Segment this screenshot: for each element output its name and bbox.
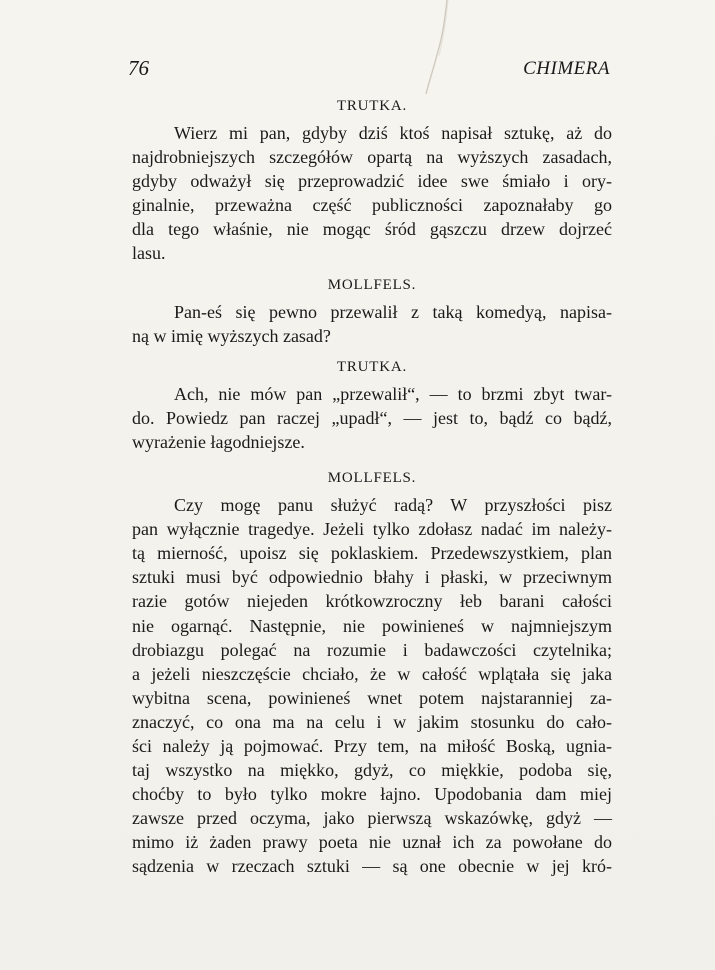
speaker-name: TRUTKA. — [336, 98, 408, 114]
page-header — [128, 56, 610, 84]
speech-paragraph — [132, 121, 612, 266]
text-line: Pan-eś się pewno przewalił z taką komedyą, napisa- — [174, 301, 612, 322]
text-line: mimo iż żaden prawy poeta nie uznał ich za powołane do — [132, 832, 612, 853]
text-line: drobiazgu polegać na rozumie i badawczości czytelnika; — [132, 639, 612, 660]
speaker-name: MOLLFELS. — [327, 276, 417, 293]
speaker-name: MOLLFELS. — [327, 470, 417, 487]
text-line: do. Powiedz pan raczej „upadł“, — jest to, bądź co bądź, — [132, 407, 612, 428]
speech-paragraph — [132, 300, 612, 348]
text-line: a jeżeli nieszczęście chciało, że w całość wplątała się jaka — [132, 663, 612, 684]
running-title: CHIMERA — [523, 58, 610, 79]
page-number: 76 — [128, 56, 149, 80]
text-line: znaczyć, co ona ma na celu i w jakim stosunku do cało- — [132, 711, 612, 732]
text-line: gdyby odważył się przeprowadzić idee swe śmiało i ory- — [132, 171, 612, 192]
speech-paragraph — [132, 382, 612, 454]
text-line: Wierz mi pan, gdyby dziś ktoś napisał sztukę, aż do — [174, 123, 612, 143]
text-line: ną w imię wyższych zasad? — [132, 325, 331, 346]
text-line: sądzenia w rzeczach sztuki — są one obecnie w jej kró- — [132, 856, 612, 877]
text-line: wyrażenie łagodniejsze. — [132, 431, 305, 452]
speaker-name: TRUTKA. — [336, 358, 408, 375]
text-line: choćby to było tylko mokre łajno. Upodobania dam miej — [132, 784, 612, 805]
text-line: Ach, nie mów pan „przewalił“, — to brzmi zbyt twar- — [174, 383, 612, 404]
speech-paragraph — [132, 493, 612, 879]
text-line: ści należy ją pojmować. Przy tem, na miłość Boską, ugnia- — [132, 735, 612, 756]
text-line: tą mierność, upoisz się poklaskiem. Przedewszystkiem, plan — [132, 543, 612, 564]
text-line: dla tego właśnie, nie mogąc śród gąszczu drzew dojrzeć — [132, 219, 612, 240]
text-line: taj wszystko na miękko, gdyż, co miękkie, podoba się, — [132, 760, 612, 781]
page-body — [132, 96, 612, 888]
text-line: lasu. — [132, 243, 166, 264]
text-line: razie gotów niejeden krótkowzroczny łeb barani całości — [132, 591, 612, 612]
text-line: wybitna scena, powinieneś wnet potem najstaranniej za- — [132, 687, 612, 708]
text-line: nie ogarnąć. Następnie, nie powinieneś w najmniejszym — [132, 615, 612, 636]
text-line: sztuki musi być odpowiednio błahy i płaski, w przeciwnym — [132, 567, 612, 588]
text-line: ginalnie, przeważna część publiczności zapoznałaby go — [132, 195, 612, 216]
text-line: Czy mogę panu służyć radą? W przyszłości pisz — [174, 495, 612, 516]
text-line: zawsze przed oczyma, jako pierwszą wskazówkę, gdyż — — [132, 808, 612, 829]
text-line: najdrobniejszych szczegółów opartą na wyższych zasadach, — [132, 147, 612, 168]
text-line: pan wyłącznie tragedye. Jeżeli tylko zdołasz nadać im należy- — [132, 519, 612, 540]
